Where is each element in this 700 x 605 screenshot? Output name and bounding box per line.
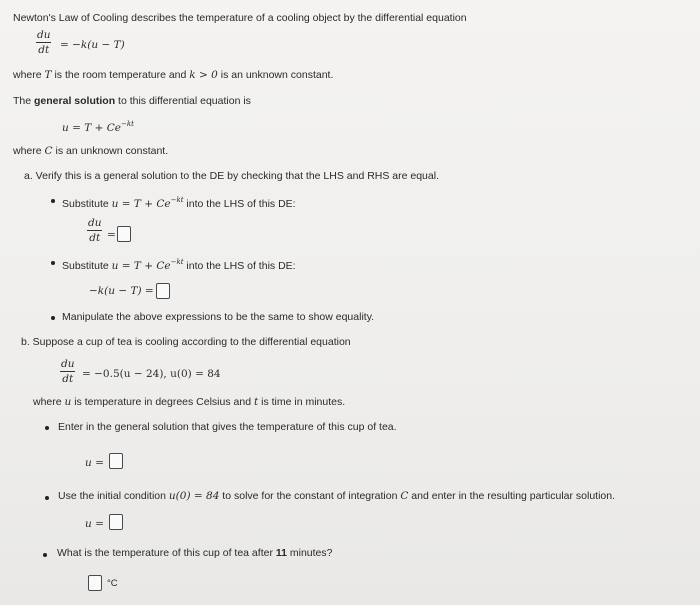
celsius-unit: °C [107, 578, 118, 589]
a-rhs-expression: −k(u − T) = [89, 285, 154, 297]
where-constant: where C is an unknown constant. [13, 145, 169, 157]
ode-numerator: du [37, 29, 51, 41]
bullet [51, 261, 55, 265]
part-a-heading: a. Verify this is a general solution to the DE by checking that the LHS and RHS are equal. [24, 170, 439, 182]
b-particular-u-label: u = [85, 518, 104, 530]
bullet [45, 496, 49, 500]
part-a-bullet-3: Manipulate the above expressions to be the same to show equality. [62, 311, 375, 323]
part-b-bullet-3: What is the temperature of this cup of tea after 11 minutes? [57, 547, 333, 559]
a-derivative: du dt [88, 217, 102, 244]
part-b-bullet-2: Use the initial condition u(0) = 84 to solve for the constant of integration C and enter in the resulting particular solution. [58, 490, 616, 502]
b-general-u-label: u = [85, 457, 104, 469]
a-equals: = [107, 229, 116, 241]
general-solution-input[interactable] [109, 453, 123, 469]
intro-text: Newton's Law of Cooling describes the temperature of a cooling object by the differential equation [13, 12, 467, 24]
temperature-answer-input[interactable] [88, 575, 102, 591]
lhs-answer-input[interactable] [117, 226, 131, 242]
ode-rhs: = −k(u − T) [60, 39, 125, 51]
b-derivative: du dt [61, 358, 75, 385]
bullet [51, 199, 55, 203]
general-solution-eq: $u = T + Ce^{-kt}$ [62, 120, 134, 134]
bullet [45, 426, 49, 430]
bullet [51, 316, 55, 320]
rhs-answer-input[interactable] [156, 283, 170, 299]
ode-derivative [36, 29, 51, 56]
part-b-heading: b. Suppose a cup of tea is cooling according to the differential equation [21, 336, 351, 348]
part-a-bullet-1: Substitute $u = T + Ce^{-kt}$ into the LHS of this DE: [62, 196, 296, 210]
part-a-bullet-2: Substitute $u = T + Ce^{-kt}$ into the LHS of this DE: [62, 258, 296, 272]
particular-solution-input[interactable] [109, 514, 123, 530]
ode-denominator: dt [38, 44, 50, 56]
where-room-temp: where T is the room temperature and k > 0 is an unknown constant. [13, 69, 334, 81]
b-ode-rhs: = −0.5(u − 24), u(0) = 84 [82, 368, 221, 380]
part-b-bullet-1: Enter in the general solution that gives the temperature of this cup of tea. [58, 421, 397, 433]
bullet [43, 553, 47, 557]
b-where-text: where u is temperature in degrees Celsius and t is time in minutes. [33, 396, 346, 408]
general-solution-text: The general solution to this differential equation is [13, 95, 251, 107]
